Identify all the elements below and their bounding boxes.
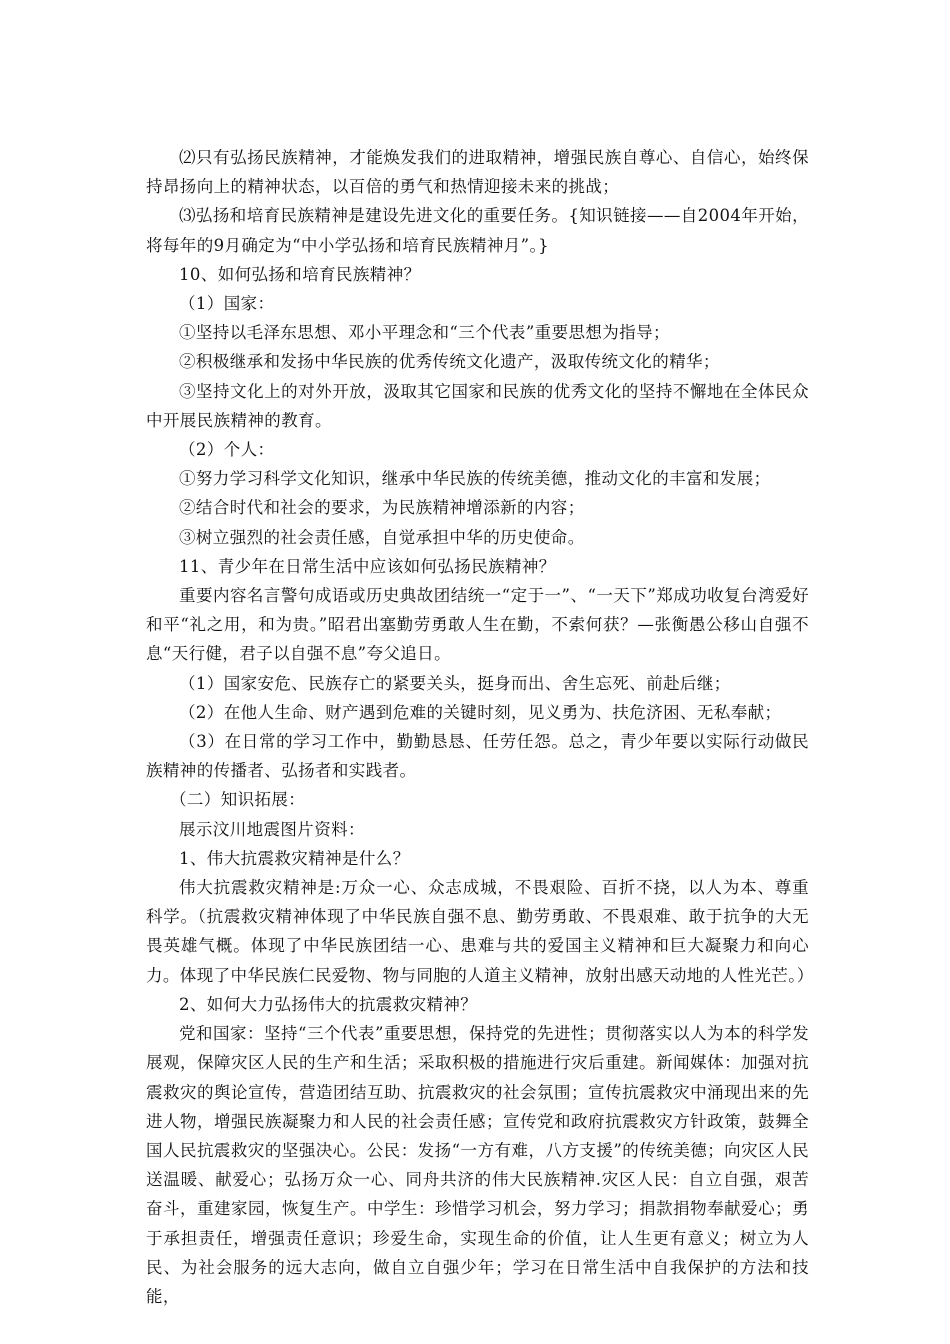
extension-question-1: 1、伟大抗震救灾精神是什么？: [179, 848, 410, 868]
nation-item-1: ①坚持以毛泽东思想、邓小平理念和“三个代表”重要思想为指导；: [179, 323, 670, 343]
document-body: [146, 143, 814, 1311]
content-paragraph: 重要内容名言警句成语或历史典故团结统一“定于一”、“一天下”郑成功收复台湾爱好和平“礼之用，和为贵。”昭君出塞勤劳勇敢人生在勤，不索何获？—张衡愚公移山自强不息“天行健，君子以自强不息”夸父追日。: [146, 586, 809, 664]
extension-question-2: 2、如何大力弘扬伟大的抗震救灾精神？: [179, 994, 478, 1014]
earthquake-intro: 展示汶川地震图片资料：: [179, 819, 365, 839]
individual-item-1: ①努力学习科学文化知识，继承中华民族的传统美德，推动文化的丰富和发展；: [179, 469, 771, 489]
paragraph-1: ⑵只有弘扬民族精神，才能焕发我们的进取精神，增强民族自尊心、自信心，始终保持昂扬向上的精神状态，以百倍的勇气和热情迎接未来的挑战；: [146, 148, 809, 197]
youth-item-3: （3）在日常的学习工作中，勤勤恳恳、任劳任怨。总之，青少年要以实际行动做民族精神的传播者、弘扬者和实践者。: [146, 732, 809, 781]
subheading-nation: （1）国家：: [179, 294, 275, 314]
extension-answer-2: 党和国家：坚持“三个代表”重要思想，保持党的先进性；贯彻落实以人为本的科学发展观，保障灾区人民的生产和生活；采取积极的措施进行灾后重建。新闻媒体：加强对抗震救灾的舆论宣传，营造团结互助、抗震救灾的社会氛围；宣传抗震救灾中涌现出来的先进人物，增强民族凝聚力和人民的社会责任感；宣传党和政府抗震救灾方针政策，鼓舞全国人民抗震救灾的坚强决心。公民：发扬“一方有难，八方支援”的传统美德；向灾区人民送温暖、献爱心；弘扬万众一心、同舟共济的伟大民族精神.灾区人民：自立自强，艰苦奋斗，重建家园，恢复生产。中学生：珍惜学习机会，努力学习；捐款捐物奉献爱心；勇于承担责任，增强责任意识；珍爱生命，实现生命的价值，让人生更有意义；树立为人民、为社会服务的远大志向，做自立自强少年；学习在日常生活中自我保护的方法和技能，: [146, 1024, 809, 1306]
question-11-heading: 11、青少年在日常生活中应该如何弘扬民族精神？: [179, 556, 556, 576]
nation-item-3: ③坚持文化上的对外开放，汲取其它国家和民族的优秀文化的坚持不懈地在全体民众中开展民族精神的教育。: [146, 381, 809, 430]
youth-item-1: （1）国家安危、民族存亡的紧要关头，挺身而出、舍生忘死、前赴后继；: [179, 673, 731, 693]
individual-item-2: ②结合时代和社会的要求，为民族精神增添新的内容；: [179, 498, 585, 518]
individual-item-3: ③树立强烈的社会责任感，自觉承担中华的历史使命。: [179, 527, 585, 547]
subheading-individual: （2）个人：: [179, 440, 275, 460]
paragraph-2: ⑶弘扬和培育民族精神是建设先进文化的重要任务。{知识链接——自2004年开始，将每年的9月确定为“中小学弘扬和培育民族精神月”。}: [146, 206, 809, 255]
section-knowledge-extension: （二）知识拓展：: [170, 790, 306, 810]
nation-item-2: ②积极继承和发扬中华民族的优秀传统文化遗产，汲取传统文化的精华；: [179, 352, 720, 372]
youth-item-2: （2）在他人生命、财产遇到危难的关键时刻，见义勇为、扶危济困、无私奉献；: [179, 702, 782, 722]
extension-answer-1: 伟大抗震救灾精神是:万众一心、众志成城，不畏艰险、百折不挠，以人为本、尊重科学。（抗震救灾精神体现了中华民族自强不息、勤劳勇敢、不畏艰难、敢于抗争的大无畏英雄气概。体现了中华民族团结一心、患难与共的爱国主义精神和巨大凝聚力和向心力。体现了中华民族仁民爱物、物与同胞的人道主义精神，放射出感天动地的人性光芒。）: [146, 878, 814, 985]
question-10-heading: 10、如何弘扬和培育民族精神？: [179, 264, 421, 284]
